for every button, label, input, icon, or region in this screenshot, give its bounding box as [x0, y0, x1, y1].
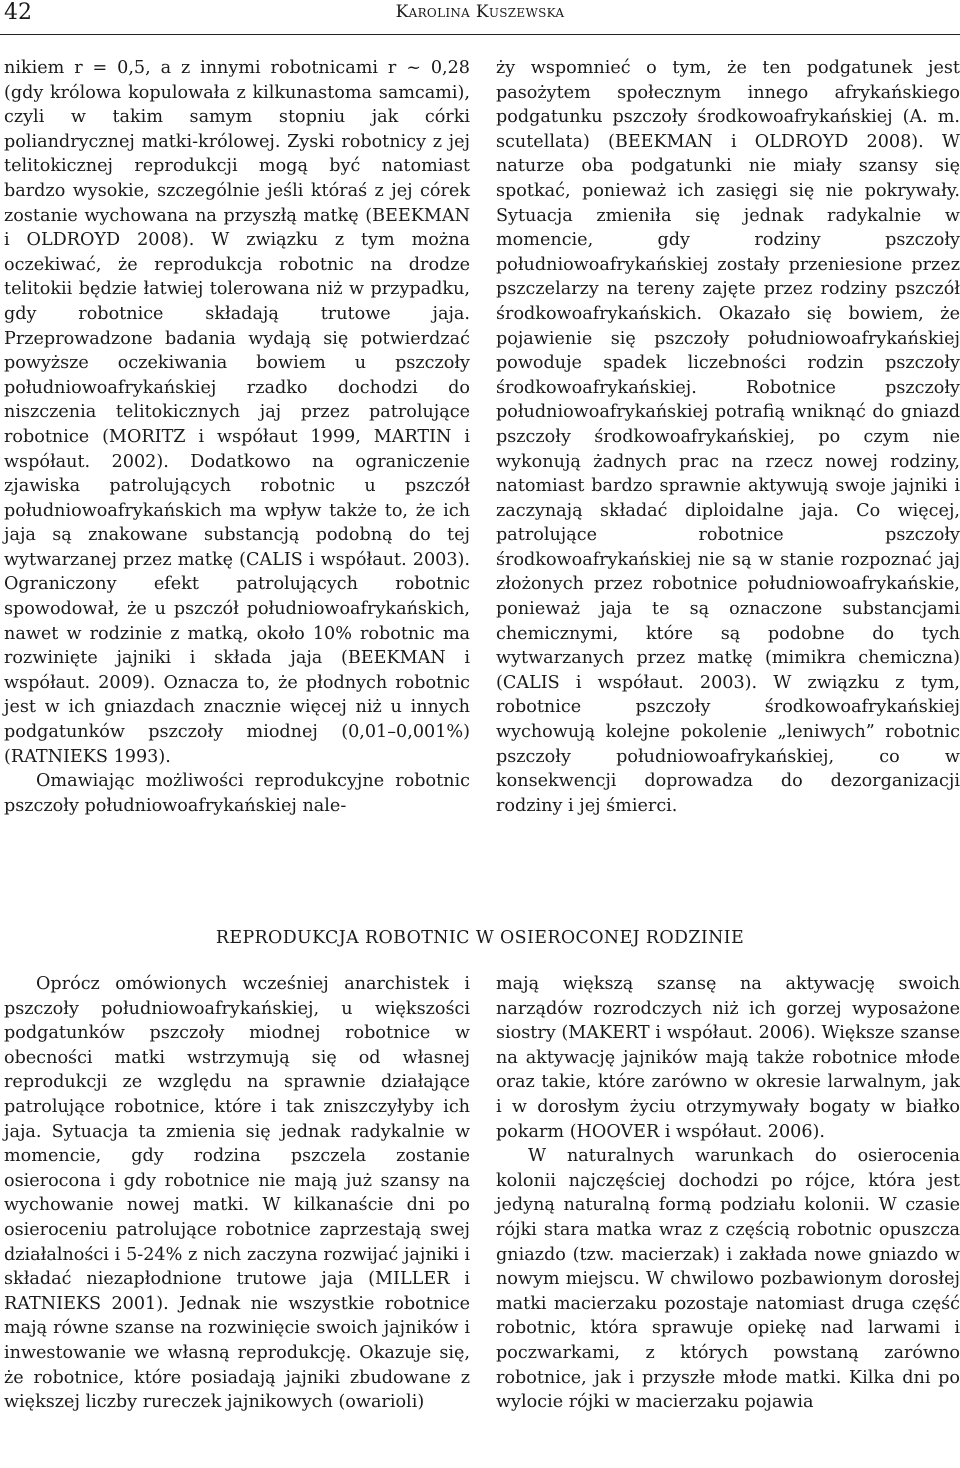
- header-rule: [0, 34, 960, 35]
- bottom-left-column: [4, 972, 470, 1415]
- section-heading: REPRODUKCJA ROBOTNIC W OSIEROCONEJ RODZINIE: [215, 928, 745, 948]
- bottom-right-column: [496, 972, 960, 1415]
- paragraph: Omawiając możliwości reprodukcyjne robotnic pszczoły południowoafrykańskiej nale-: [4, 771, 470, 816]
- paragraph: ży wspomnieć o tym, że ten podgatunek jest pasożytem społecznym innego afrykańskiego podgatunku pszczoły środkowoafrykańskiej (A. m. scutellata) (BEEKMAN i OLDROYD 2008). W naturze oba podgatunki nie miały szansy się spotkać, ponieważ ich zasięgi się nie pokrywały. Sytuacja zmieniła się jednak radykalnie w momencie, gdy rodziny pszczoły południowoafrykańskiej zostały przeniesione przez pszczelarzy na tereny zajęte przez rodziny pszczół środkowoafrykańskich. Okazało się bowiem, że pojawienie się pszczoły południowoafrykańskiej powoduje spadek liczebności rodzin pszczoły środkowoafrykańskiej. Robotnice pszczoły południowoafrykańskiej potrafią wniknąć do gniazd pszczoły środkowoafrykańskiej, po czym nie wykonują żadnych prac na rzecz nowej rodziny, natomiast bardzo sprawnie aktywują swoje jajniki i zaczynają składać diploidalne jaja. Co więcej, patrolujące robotnice pszczoły środkowoafrykańskiej nie są w stanie rozpoznać jaj złożonych przez robotnice południowoafrykańskie, ponieważ jaja te są oznaczone substancjami chemicznymi, które są podobne do tych wytwarzanych przez matkę (mimikra chemiczna) (CALIS i współaut. 2003). W związku z tym, robotnice pszczoły środkowoafrykańskiej wychowują kolejne pokolenie „leniwych” robotnic pszczoły południowoafrykańskiej, co w konsekwencji doprowadza do dezorganizacji rodziny i jej śmierci.: [496, 58, 960, 816]
- paragraph: nikiem r = 0,5, a z innymi robotnicami r ~ 0,28 (gdy królowa kopulowała z kilkunastoma samcami), czyli w takim samym stopniu jak córki poliandrycznej matki-królowej. Zyski robotnicy z jej telitokicznej reprodukcji mogą być natomiast bardzo wysokie, szczególnie jeśli któraś z jej córek zostanie wychowana na przyszłą matkę (BEEKMAN i OLDROYD 2008). W związku z tym można oczekiwać, że reprodukcja robotnic na drodze telitokii będzie łatwiej tolerowana niż w przypadku, gdy robotnice składają trutowe jaja. Przeprowadzone badania wydają się potwierdzać powyższe oczekiwania bowiem u pszczoły południowoafrykańskiej rzadko dochodzi do niszczenia telitokicznych jaj przez patrolujące robotnice (MORITZ i współaut 1999, MARTIN i współaut. 2002). Dodatkowo na ograniczenie zjawiska patrolujących robotnic u pszczół południowoafrykańskich ma wpływ także to, że ich jaja są znakowane substancją podobną do tej wytwarzanej przez matkę (CALIS i współaut. 2003). Ograniczony efekt patrolujących robotnic spowodował, że u pszczół południowoafrykańskich, nawet w rodzinie z matką, około 10% robotnic ma rozwinięte jajniki i składa jaja (BEEKMAN i współaut. 2009). Oznacza to, że płodnych robotnic jest w ich gniazdach znacznie więcej niż u innych podgatunków pszczoły miodnej (0,01–0,001%) (RATNIEKS 1993).: [4, 58, 470, 767]
- paragraph: mają większą szansę na aktywację swoich narządów rozrodczych niż ich gorzej wyposażone siostry (MAKERT i współaut. 2006). Większe szanse na aktywację jajników mają także robotnice młode oraz takie, które zarówno w okresie larwalnym, jak i w dorosłym życiu otrzymywały bogaty w białko pokarm (HOOVER i współaut. 2006).: [496, 974, 960, 1142]
- page-number: 42: [4, 0, 32, 25]
- running-head-author: Karolina Kuszewska: [395, 2, 565, 22]
- page-header: [0, 0, 960, 40]
- top-right-column: [496, 56, 960, 818]
- paragraph: W naturalnych warunkach do osierocenia kolonii najczęściej dochodzi po rójce, która jest jedyną naturalną formą podziału kolonii. W czasie rójki stara matka wraz z częścią robotnic opuszcza gniazdo (tzw. macierzak) i zakłada nowe gniazdo w nowym miejscu. W chwilowo pozbawionym dorosłej matki macierzaku pozostaje natomiast druga część robotnic, która sprawuje opiekę nad larwami i poczwarkami, z których powstaną zarówno robotnice, jak i przyszłe młode matki. Kilka dni po wylocie rójki w macierzaku pojawia: [496, 1146, 960, 1413]
- paragraph: Oprócz omówionych wcześniej anarchistek i pszczoły południowoafrykańskiej, u większości podgatunków pszczoły miodnej robotnice w obecności matki wstrzymują się od własnej reprodukcji ze względu na sprawnie działające patrolujące robotnice, które i tak zniszczyłyby ich jaja. Sytuacja ta zmienia się jednak radykalnie w momencie, gdy rodzina pszczela zostanie osierocona i gdy robotnice nie mają już szansy na wychowanie nowej matki. W kilkanaście dni po osieroceniu patrolujące robotnice zaprzestają swej działalności i 5-24% z nich zaczyna rozwijać jajniki i składać niezapłodnione trutowe jaja (MILLER i RATNIEKS 2001). Jednak nie wszystkie robotnice mają równe szanse na rozwinięcie swoich jajników i inwestowanie we własną reprodukcję. Okazuje się, że robotnice, które posiadają jajniki zbudowane z większej liczby rureczek jajnikowych (owarioli): [4, 974, 470, 1413]
- top-left-column: [4, 56, 470, 818]
